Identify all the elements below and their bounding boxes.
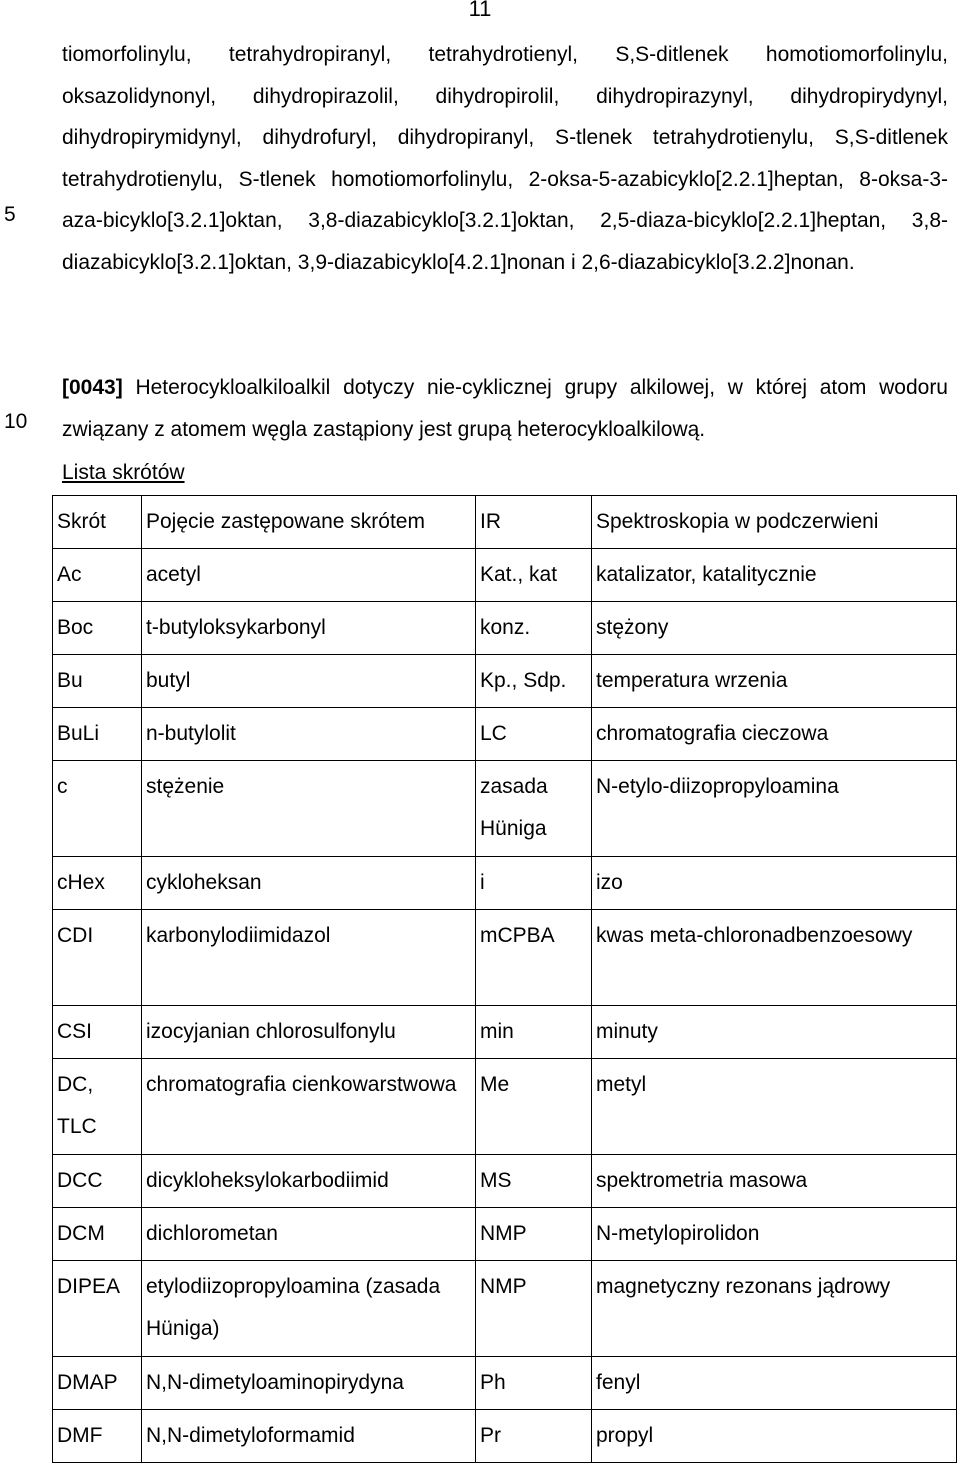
- table-row: [53, 602, 957, 655]
- abbreviations-title: Lista skrótów: [62, 461, 185, 484]
- abbreviation-cell: NMP: [476, 1261, 592, 1357]
- meaning-cell: stężenie: [142, 761, 476, 857]
- meaning-cell: cykloheksan: [142, 857, 476, 910]
- table-row: [53, 857, 957, 910]
- meaning-cell: stężony: [592, 602, 957, 655]
- line-number-5: 5: [4, 203, 16, 226]
- meaning-cell: minuty: [592, 1006, 957, 1059]
- meaning-cell: spektrometria masowa: [592, 1155, 957, 1208]
- abbreviation-cell: CSI: [53, 1006, 142, 1059]
- abbreviation-cell: Ph: [476, 1357, 592, 1410]
- abbreviation-cell: mCPBA: [476, 910, 592, 1006]
- meaning-cell: kwas meta-chloronadbenzoesowy: [592, 910, 957, 1006]
- abbreviation-cell: i: [476, 857, 592, 910]
- abbreviation-cell: DMAP: [53, 1357, 142, 1410]
- table-row: [53, 1410, 957, 1463]
- abbreviation-cell: min: [476, 1006, 592, 1059]
- meaning-cell: N,N-dimetyloaminopirydyna: [142, 1357, 476, 1410]
- paragraph-id: [0043]: [62, 376, 123, 399]
- abbreviation-cell: DC, TLC: [53, 1059, 142, 1155]
- abbreviation-cell: cHex: [53, 857, 142, 910]
- meaning-cell: katalizator, katalitycznie: [592, 549, 957, 602]
- page-number: 11: [468, 0, 492, 21]
- abbreviation-cell: Skrót: [53, 496, 142, 549]
- abbreviation-cell: Kat., kat: [476, 549, 592, 602]
- abbreviation-cell: BuLi: [53, 708, 142, 761]
- meaning-cell: N-etylo-diizopropyloamina: [592, 761, 957, 857]
- meaning-cell: N-metylopirolidon: [592, 1208, 957, 1261]
- abbreviation-cell: DIPEA: [53, 1261, 142, 1357]
- abbreviation-cell: DCC: [53, 1155, 142, 1208]
- abbreviation-cell: Pr: [476, 1410, 592, 1463]
- abbreviation-cell: konz.: [476, 602, 592, 655]
- meaning-cell: Spektroskopia w podczerwieni: [592, 496, 957, 549]
- abbreviations-table: [52, 495, 957, 1463]
- paragraph-text: Heterocykloalkiloalkil dotyczy nie-cyklicznej grupy alkilowej, w której atom wodoru związany z atomem węgla zastąpiony jest grupą heterocykloalkilową.: [62, 376, 948, 441]
- meaning-cell: t-butyloksykarbonyl: [142, 602, 476, 655]
- meaning-cell: izo: [592, 857, 957, 910]
- meaning-cell: dichlorometan: [142, 1208, 476, 1261]
- abbreviation-cell: NMP: [476, 1208, 592, 1261]
- abbreviation-cell: DMF: [53, 1410, 142, 1463]
- meaning-cell: etylodiizopropyloamina (zasada Hüniga): [142, 1261, 476, 1357]
- abbreviation-cell: MS: [476, 1155, 592, 1208]
- table-row: [53, 1059, 957, 1155]
- table-row: [53, 655, 957, 708]
- meaning-cell: karbonylodiimidazol: [142, 910, 476, 1006]
- abbreviation-cell: zasada Hüniga: [476, 761, 592, 857]
- abbreviation-cell: DCM: [53, 1208, 142, 1261]
- abbreviation-cell: Me: [476, 1059, 592, 1155]
- abbreviation-cell: Boc: [53, 602, 142, 655]
- meaning-cell: butyl: [142, 655, 476, 708]
- meaning-cell: acetyl: [142, 549, 476, 602]
- meaning-cell: temperatura wrzenia: [592, 655, 957, 708]
- meaning-cell: dicykloheksylokarbodiimid: [142, 1155, 476, 1208]
- paragraph-continuation: tiomorfolinylu, tetrahydropiranyl, tetrahydrotienyl, S,S-ditlenek homotiomorfolinylu, oksazolidynonyl, dihydropirazolil, dihydropirolil, dihydropirazynyl, dihydropirydynyl, dihydropirymidynyl, dihydrofuryl, dihydropiranyl, S-tlenek tetrahydrotienylu, S,S-ditlenek tetrahydrotienylu, S-tlenek homotiomorfolinylu, 2-oksa-5-azabicyklo[2.2.1]heptan, 8-oksa-3-aza-bicyklo[3.2.1]oktan, 3,8-diazabicyklo[3.2.1]oktan, 2,5-diaza-bicyklo[2.2.1]heptan, 3,8-diazabicyklo[3.2.1]oktan, 3,9-diazabicyklo[4.2.1]nonan i 2,6-diazabicyklo[3.2.2]nonan.: [62, 43, 948, 274]
- table-row: [53, 761, 957, 857]
- table-row: [53, 1155, 957, 1208]
- meaning-cell: izocyjanian chlorosulfonylu: [142, 1006, 476, 1059]
- meaning-cell: n-butylolit: [142, 708, 476, 761]
- table-row: [53, 708, 957, 761]
- line-number-10: 10: [4, 410, 28, 433]
- abbreviation-cell: Kp., Sdp.: [476, 655, 592, 708]
- abbreviation-cell: Ac: [53, 549, 142, 602]
- abbreviation-cell: Bu: [53, 655, 142, 708]
- meaning-cell: chromatografia cieczowa: [592, 708, 957, 761]
- meaning-cell: metyl: [592, 1059, 957, 1155]
- table-row: [53, 1208, 957, 1261]
- meaning-cell: Pojęcie zastępowane skrótem: [142, 496, 476, 549]
- table-row: [53, 496, 957, 549]
- meaning-cell: chromatografia cienkowarstwowa: [142, 1059, 476, 1155]
- abbreviation-cell: CDI: [53, 910, 142, 1006]
- meaning-cell: fenyl: [592, 1357, 957, 1410]
- table-row: [53, 1006, 957, 1059]
- table-row: [53, 910, 957, 1006]
- meaning-cell: propyl: [592, 1410, 957, 1463]
- table-row: [53, 1261, 957, 1357]
- meaning-cell: N,N-dimetyloformamid: [142, 1410, 476, 1463]
- abbreviation-cell: IR: [476, 496, 592, 549]
- meaning-cell: magnetyczny rezonans jądrowy: [592, 1261, 957, 1357]
- table-row: [53, 549, 957, 602]
- table-row: [53, 1357, 957, 1410]
- abbreviation-cell: LC: [476, 708, 592, 761]
- abbreviation-cell: c: [53, 761, 142, 857]
- paragraph-0043: [62, 367, 948, 450]
